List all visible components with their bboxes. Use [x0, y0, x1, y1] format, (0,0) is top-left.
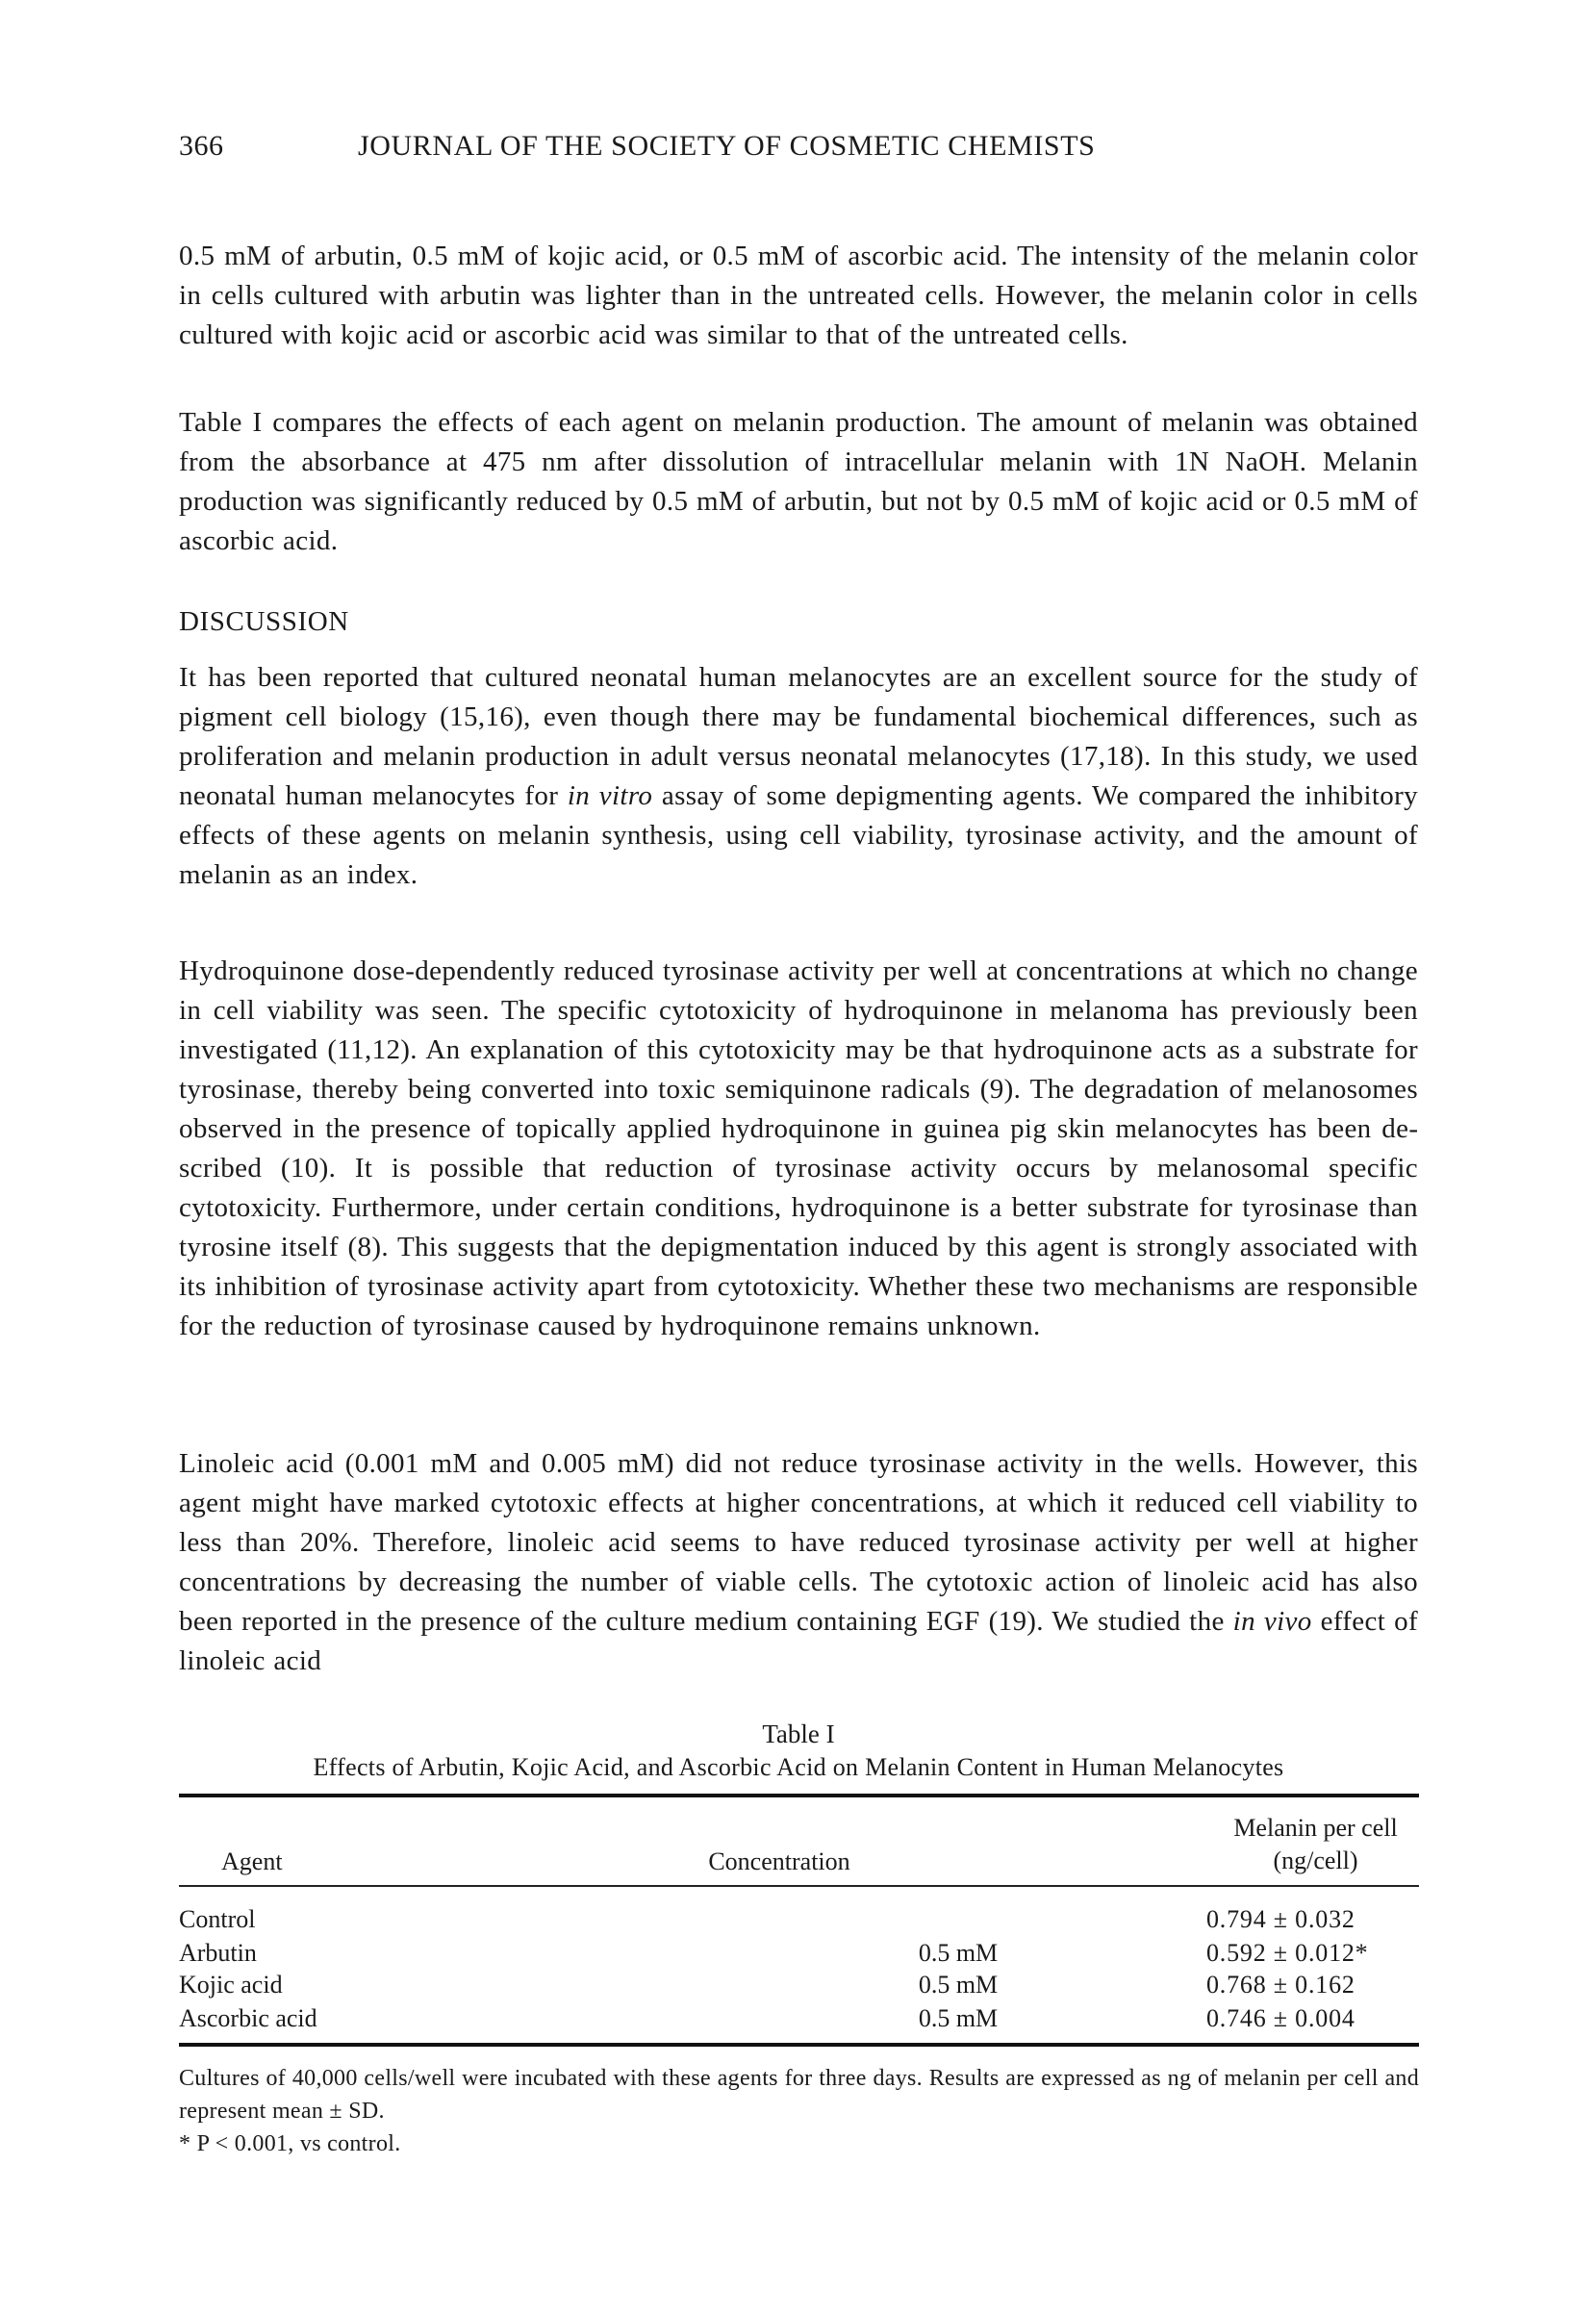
table-number: Table I — [762, 1719, 835, 1748]
table-bottom-rule — [179, 2043, 1419, 2047]
text-run: effect of linoleic acid — [179, 1606, 1419, 1676]
cell-concentration: 0.5 mM — [918, 1939, 999, 1967]
cell-agent: Arbutin — [179, 1939, 257, 1967]
table-header-rule — [179, 1885, 1419, 1887]
paragraph-discussion-3 — [179, 1444, 1418, 1681]
italic-term: in vitro — [567, 780, 653, 811]
cell-melanin: 0.768 ± 0.162 — [1206, 1971, 1355, 1999]
table-row — [179, 2002, 1419, 2035]
table-row — [179, 1937, 1419, 1970]
cell-melanin: 0.794 ± 0.032 — [1206, 1905, 1355, 1933]
column-header-agent: Agent — [221, 1847, 283, 1875]
paragraph-results-1: 0.5 mM of arbutin, 0.5 mM of kojic acid, or 0.5 mM of ascorbic acid. The intensity of the melanin color in cells cultured with arbutin was lighter than in the untreated cells. However, the melanin color in cells cultured with kojic acid or ascorbic acid was similar to that of the untreated cells. — [179, 241, 1418, 350]
cell-melanin: 0.592 ± 0.012* — [1206, 1939, 1369, 1967]
text-run: Linoleic acid (0.001 mM and 0.005 mM) did not reduce tyrosinase activity in the wells. However, this agent might have marked cytotoxic effects at higher concentrations, at which it reduced cell viability to less than 20%. Therefore, linoleic acid seems to have reduced tyrosinase activity per well at higher concentrations by decreasing the number of viable cells. The cytotoxic action of linoleic acid has also been reported in the presence of the culture medium containing EGF (19). We studied the — [179, 1448, 1418, 1637]
cell-concentration: 0.5 mM — [918, 2004, 999, 2032]
section-heading-discussion: DISCUSSION — [179, 606, 349, 637]
italic-term: in vivo — [1232, 1606, 1312, 1637]
cell-agent: Control — [179, 1905, 256, 1933]
table-significance-note: * P < 0.001, vs control. — [179, 2131, 401, 2156]
table-footnote: Cultures of 40,000 cells/well were incubated with these agents for three days. Results are expressed as ng of melanin per cell and represent mean ± SD. — [179, 2066, 1419, 2124]
text-run: It has been reported that cultured neonatal human melanocytes are an excellent source for the study of pigment cell biology (15,16), even though there may be fundamental biochemical differences, such as proliferation and melanin production in adult versus neonatal melanocytes (17,18). In this study, we used neonatal human melanocytes for — [179, 662, 1418, 811]
cell-concentration: 0.5 mM — [918, 1971, 999, 1999]
paragraph-discussion-2: Hydroquinone dose-dependently reduced tyrosinase activity per well at concentrations at which no change in cell viability was seen. The specific cytotoxicity of hydroquinone in melanoma has previously been investigated (11,12). An explanation of this cytotoxicity may be that hydroquinone acts as a substrate for tyrosinase, thereby being converted into toxic semiquinone radicals (9). The degradation of melanosomes observed in the presence of topically applied hydroquinone in guinea pig skin melanocytes has been described (10). It is possible that reduction of tyrosinase activity occurs by melanosomal specific cytotoxicity. Furthermore, under certain conditions, hydroquinone is a better substrate for tyrosinase than tyrosine itself (8). This suggests that the depigmentation induced by this agent is strongly associated with its inhibition of tyrosinase activity apart from cytotoxicity. Whether these two mechanisms are responsible for the reduction of tyrosinase caused by hydroquinone remains unknown. — [179, 955, 1418, 1341]
table-row — [179, 1903, 1419, 1936]
paragraph-discussion-1 — [179, 658, 1418, 895]
text-run: assay of some depigmenting agents. We compared the inhibitory effects of these agents on melanin synthesis, using cell viability, tyrosinase activity, and the amount of melanin as an index. — [179, 780, 1418, 890]
journal-title: JOURNAL OF THE SOCIETY OF COSMETIC CHEMISTS — [358, 130, 1096, 162]
paragraph-results-2: Table I compares the effects of each agent on melanin production. The amount of melanin was obtained from the absorbance at 475 nm after dissolution of intracellular melanin with 1N NaOH. Melanin production was significantly reduced by 0.5 mM of arbutin, but not by 0.5 mM of kojic acid or 0.5 mM of ascorbic acid. — [179, 407, 1418, 556]
table-top-rule — [179, 1794, 1419, 1797]
column-header-melanin-line1: Melanin per cell — [1233, 1814, 1398, 1842]
table-title: Effects of Arbutin, Kojic Acid, and Ascorbic Acid on Melanin Content in Human Melanocytes — [313, 1753, 1284, 1781]
cell-agent: Kojic acid — [179, 1971, 283, 1999]
page-number: 366 — [179, 130, 224, 162]
cell-melanin: 0.746 ± 0.004 — [1206, 2004, 1355, 2032]
column-header-melanin-line2: (ng/cell) — [1273, 1847, 1358, 1874]
table-row — [179, 1969, 1419, 2001]
column-header-concentration: Concentration — [708, 1847, 850, 1875]
column-header-melanin — [1212, 1812, 1419, 1877]
cell-agent: Ascorbic acid — [179, 2004, 317, 2032]
